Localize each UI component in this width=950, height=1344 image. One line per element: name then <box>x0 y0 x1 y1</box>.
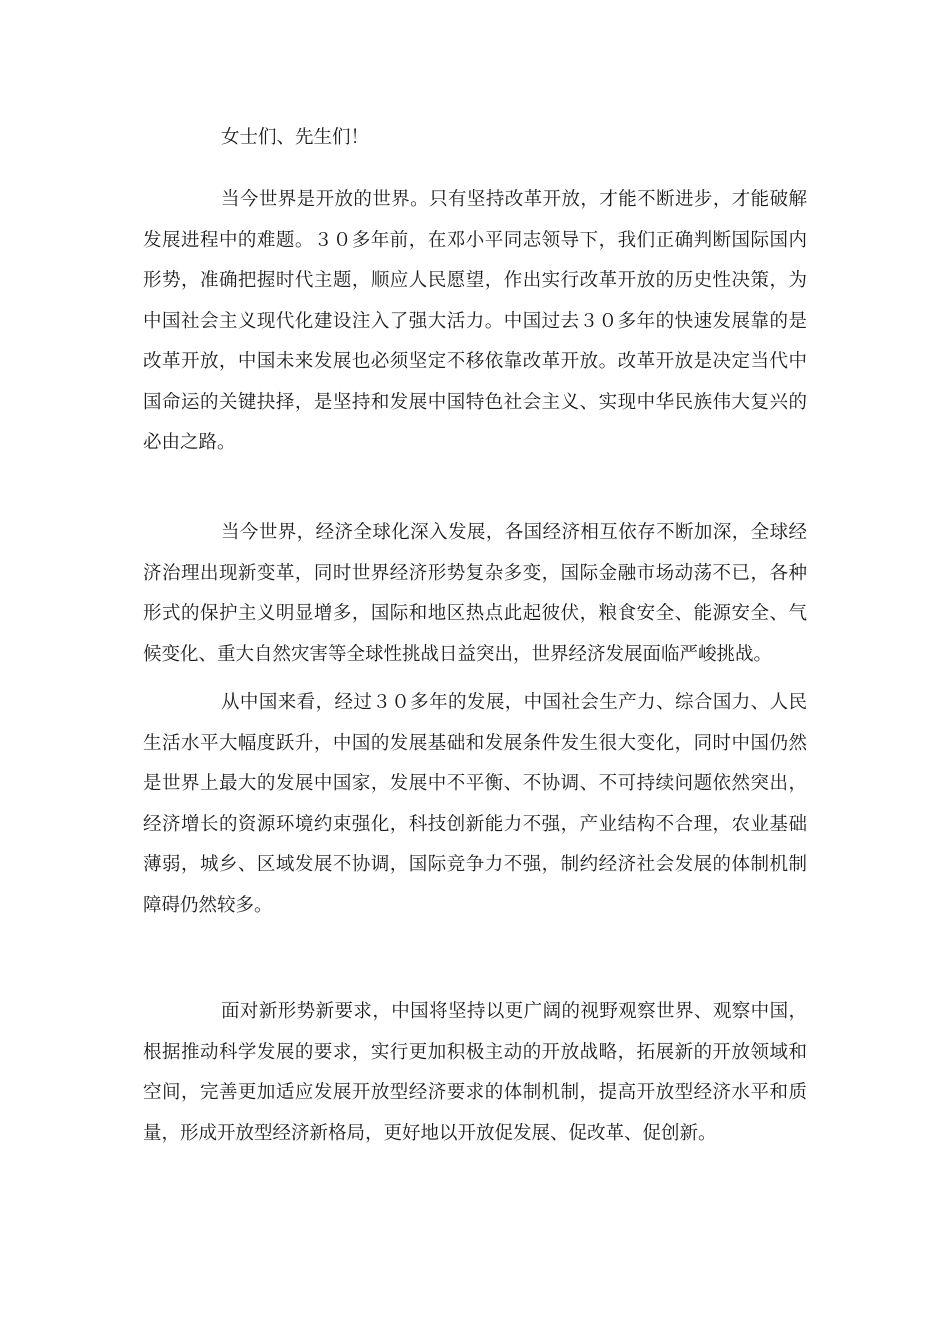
paragraph-open-strategy: 面对新形势新要求，中国将坚持以更广阔的视野观察世界、观察中国，根据推动科学发展的要求，实行更加积极主动的开放战略，拓展新的开放领域和空间，完善更加适应发展开放型经济要求的体制机制，提高开放型经济水平和质量，形成开放型经济新格局，更好地以开放促发展、促改革、促创新。 <box>143 1001 807 1144</box>
paragraph-china-development: 从中国来看，经过３０多年的发展，中国社会生产力、综合国力、人民生活水平大幅度跃升，中国的发展基础和发展条件发生很大变化，同时中国仍然是世界上最大的发展中国家，发展中不平衡、不协调、不可持续问题依然突出，经济增长的资源环境约束强化，科技创新能力不强，产业结构不合理，农业基础薄弱，城乡、区域发展不协调，国际竞争力不强，制约经济社会发展的体制机制障碍仍然较多。 <box>143 692 807 916</box>
paragraph-reform-opening: 当今世界是开放的世界。只有坚持改革开放，才能不断进步，才能破解发展进程中的难题。３０多年前，在邓小平同志领导下，我们正确判断国际国内形势，准确把握时代主题，顺应人民愿望，作出实行改革开放的历史性决策，为中国社会主义现代化建设注入了强大活力。中国过去３０多年的快速发展靠的是改革开放，中国未来发展也必须坚定不移依靠改革开放。改革开放是决定当代中国命运的关键抉择，是坚持和发展中国特色社会主义、实现中华民族伟大复兴的必由之路。 <box>143 189 807 453</box>
greeting: 女士们、先生们！ <box>221 127 370 148</box>
paragraph-world-economy: 当今世界，经济全球化深入发展，各国经济相互依存不断加深，全球经济治理出现新变革，同时世界经济形势复杂多变，国际金融市场动荡不已，各种形式的保护主义明显增多，国际和地区热点此起彼伏，粮食安全、能源安全、气候变化、重大自然灾害等全球性挑战日益突出，世界经济发展面临严峻挑战。 <box>143 522 807 665</box>
